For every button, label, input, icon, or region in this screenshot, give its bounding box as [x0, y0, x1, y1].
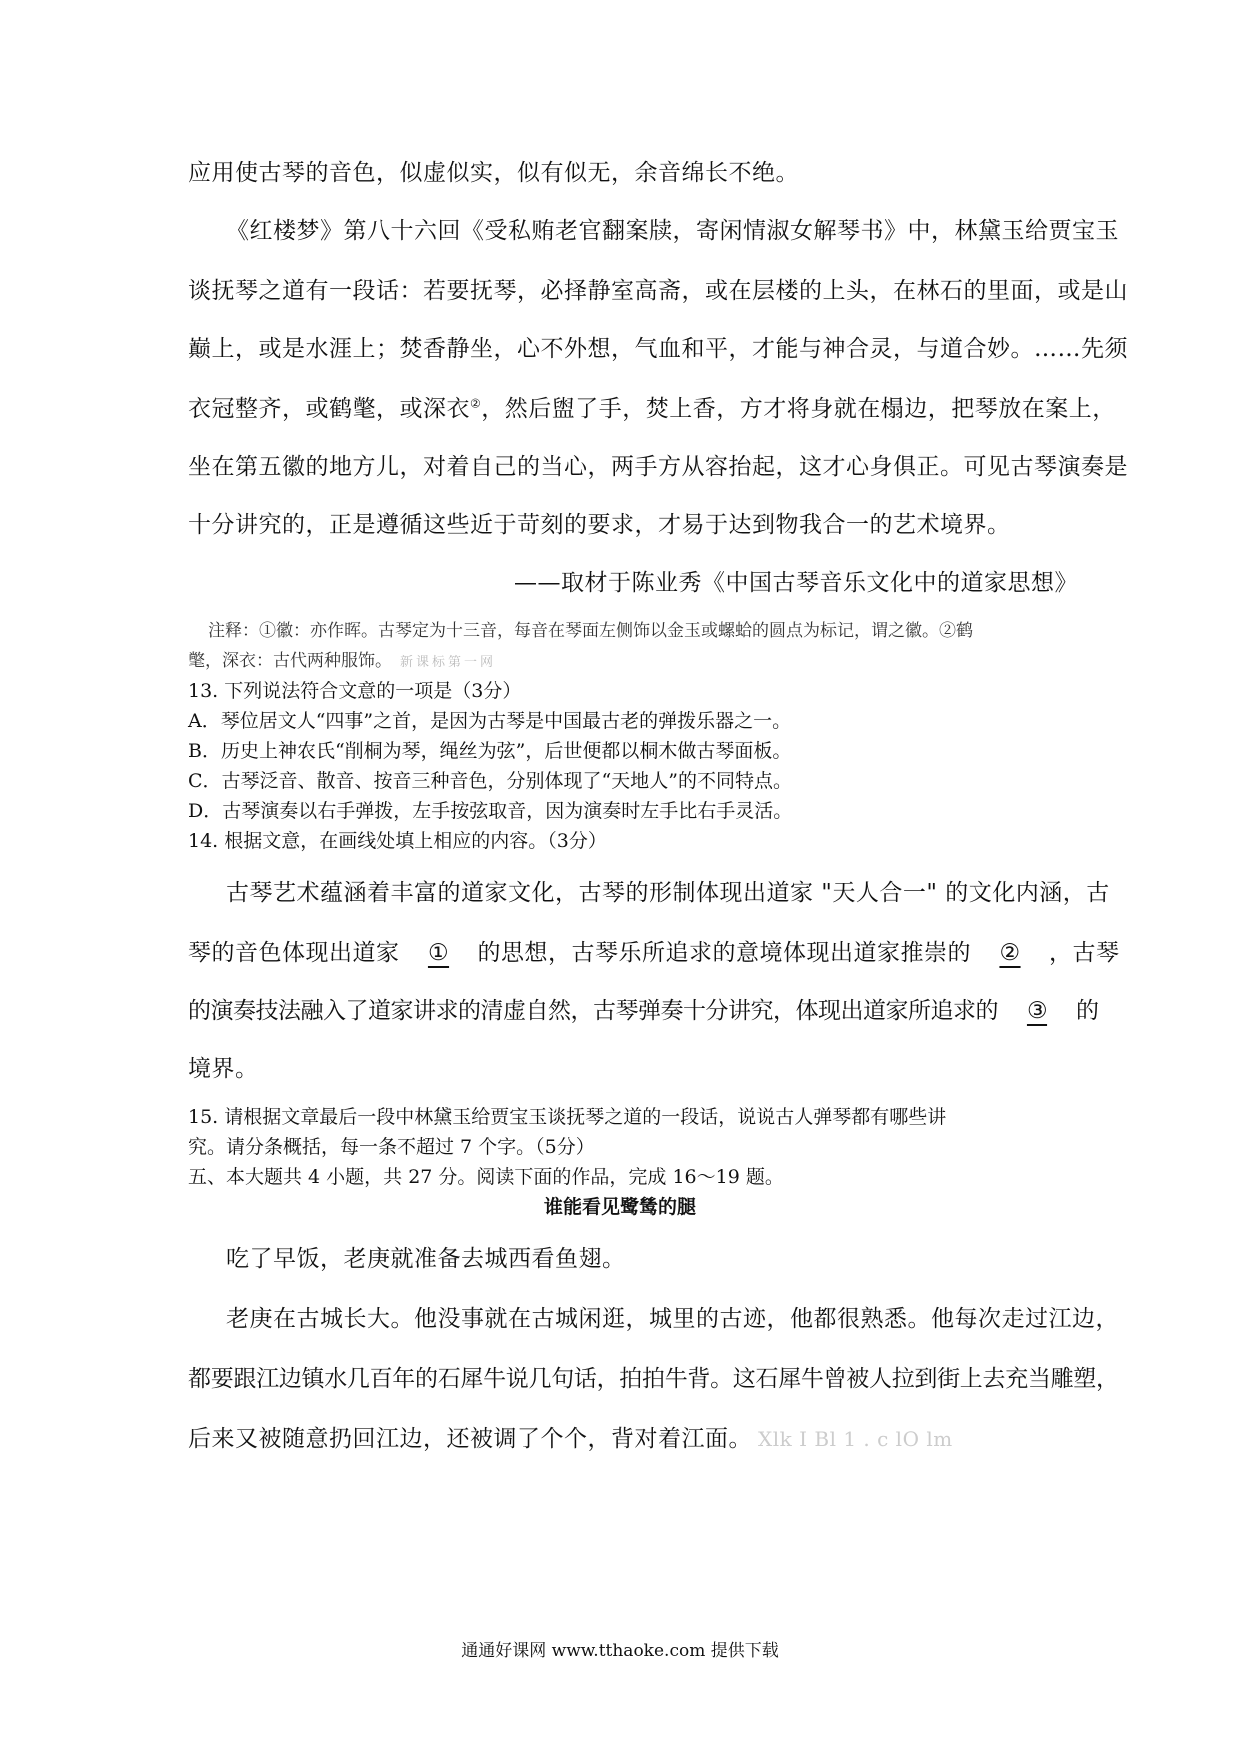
footnote-marker: ②	[470, 396, 482, 411]
annotation-line: 注释：①徽：亦作晖。古琴定为十三音，每音在琴面左侧饰以金玉或螺蛤的圆点为标记，谓之徽。②鹤	[208, 621, 973, 641]
passage-line: 谈抚琴之道有一段话：若要抚琴，必择静室高斋，或在层楼的上头，在林石的里面，或是山	[188, 278, 1128, 304]
story-line: 吃了早饭，老庚就准备去城西看鱼翅。	[226, 1246, 626, 1272]
story-line	[188, 1420, 953, 1453]
annotation-line	[188, 646, 496, 671]
option-d: D．古琴演奏以右手弹拨，左手按弦取音，因为演奏时左手比右手灵活。	[188, 800, 793, 822]
passage-line: 应用使古琴的音色，似虚似实，似有似无，余音绵长不绝。	[188, 160, 799, 186]
passage-line: 十分讲究的，正是遵循这些近于苛刻的要求，才易于达到物我合一的艺术境界。	[188, 512, 1011, 538]
annotation-text: 氅，深衣：古代两种服饰。	[188, 651, 392, 671]
q14-text: ，古琴	[1049, 940, 1120, 966]
footer-credit: 通通好课网 www.tthaoke.com 提供下载	[461, 1641, 779, 1661]
q14-text: 的	[1076, 998, 1099, 1024]
question-14-line: 境界。	[188, 1056, 259, 1082]
option-b: B．历史上神农氏“削桐为琴，绳丝为弦”，后世便都以桐木做古琴面板。	[188, 740, 792, 762]
story-text: 后来又被随意扔回江边，还被调了个个，背对着江面。	[188, 1426, 752, 1452]
question-13-stem: 13. 下列说法符合文意的一项是（3分）	[188, 680, 522, 702]
q14-text: 的思想，古琴乐所追求的意境体现出道家推崇的	[477, 940, 971, 966]
fill-blank-1: ①	[427, 940, 450, 966]
q14-text: 琴的音色体现出道家	[188, 940, 400, 966]
question-14-line	[188, 934, 1120, 967]
question-14-stem: 14. 根据文意，在画线处填上相应的内容。（3分）	[188, 830, 607, 852]
passage-line	[188, 390, 1116, 423]
q14-text: 的演奏技法融入了道家讲求的清虚自然，古琴弹奏十分讲究，体现出道家所追求的	[188, 998, 998, 1024]
passage-line: 《红楼梦》第八十六回《受私贿老官翻案牍，寄闲情淑女解琴书》中，林黛玉给贾宝玉	[226, 218, 1119, 244]
watermark: Xlk I Bl 1 . c lO lm	[758, 1427, 953, 1451]
watermark: 新课标第一网	[400, 655, 497, 670]
passage-text: 衣冠整齐，或鹤氅，或深衣	[188, 396, 470, 422]
section-5-header: 五、本大题共 4 小题，共 27 分。阅读下面的作品，完成 16～19 题。	[188, 1166, 784, 1188]
fill-blank-3: ③	[1026, 998, 1048, 1024]
option-c: C．古琴泛音、散音、按音三种音色，分别体现了“天地人”的不同特点。	[188, 770, 792, 792]
question-14-line: 古琴艺术蕴涵着丰富的道家文化，古琴的形制体现出道家 "天人合一" 的文化内涵，古	[226, 880, 1110, 906]
passage-line: 坐在第五徽的地方儿，对着自己的当心，两手方从容抬起，这才心身俱正。可见古琴演奏是	[188, 454, 1128, 480]
passage-text: ，然后盥了手，焚上香，方才将身就在榻边，把琴放在案上，	[481, 396, 1116, 422]
option-a: A．琴位居文人“四事”之首，是因为古琴是中国最古老的弹拨乐器之一。	[188, 710, 792, 732]
question-15-line: 15. 请根据文章最后一段中林黛玉给贾宝玉谈抚琴之道的一段话，说说古人弹琴都有哪些讲	[188, 1106, 947, 1128]
source-attribution: ——取材于陈业秀《中国古琴音乐文化中的道家思想》	[514, 570, 1078, 596]
question-14-line	[188, 992, 1099, 1025]
story-line: 都要跟江边镇水几百年的石犀牛说几句话，拍拍牛背。这石犀牛曾被人拉到街上去充当雕塑，	[188, 1366, 1119, 1392]
fill-blank-2: ②	[999, 940, 1021, 966]
story-line: 老庚在古城长大。他没事就在古城闲逛，城里的古迹，他都很熟悉。他每次走过江边，	[226, 1306, 1119, 1332]
question-15-line: 究。请分条概括，每一条不超过 7 个字。（5分）	[188, 1136, 595, 1158]
passage-line: 巅上，或是水涯上；焚香静坐，心不外想，气血和平，才能与神合灵，与道合妙。……先须	[188, 336, 1128, 362]
story-title: 谁能看见鹭鸶的腿	[543, 1196, 696, 1218]
